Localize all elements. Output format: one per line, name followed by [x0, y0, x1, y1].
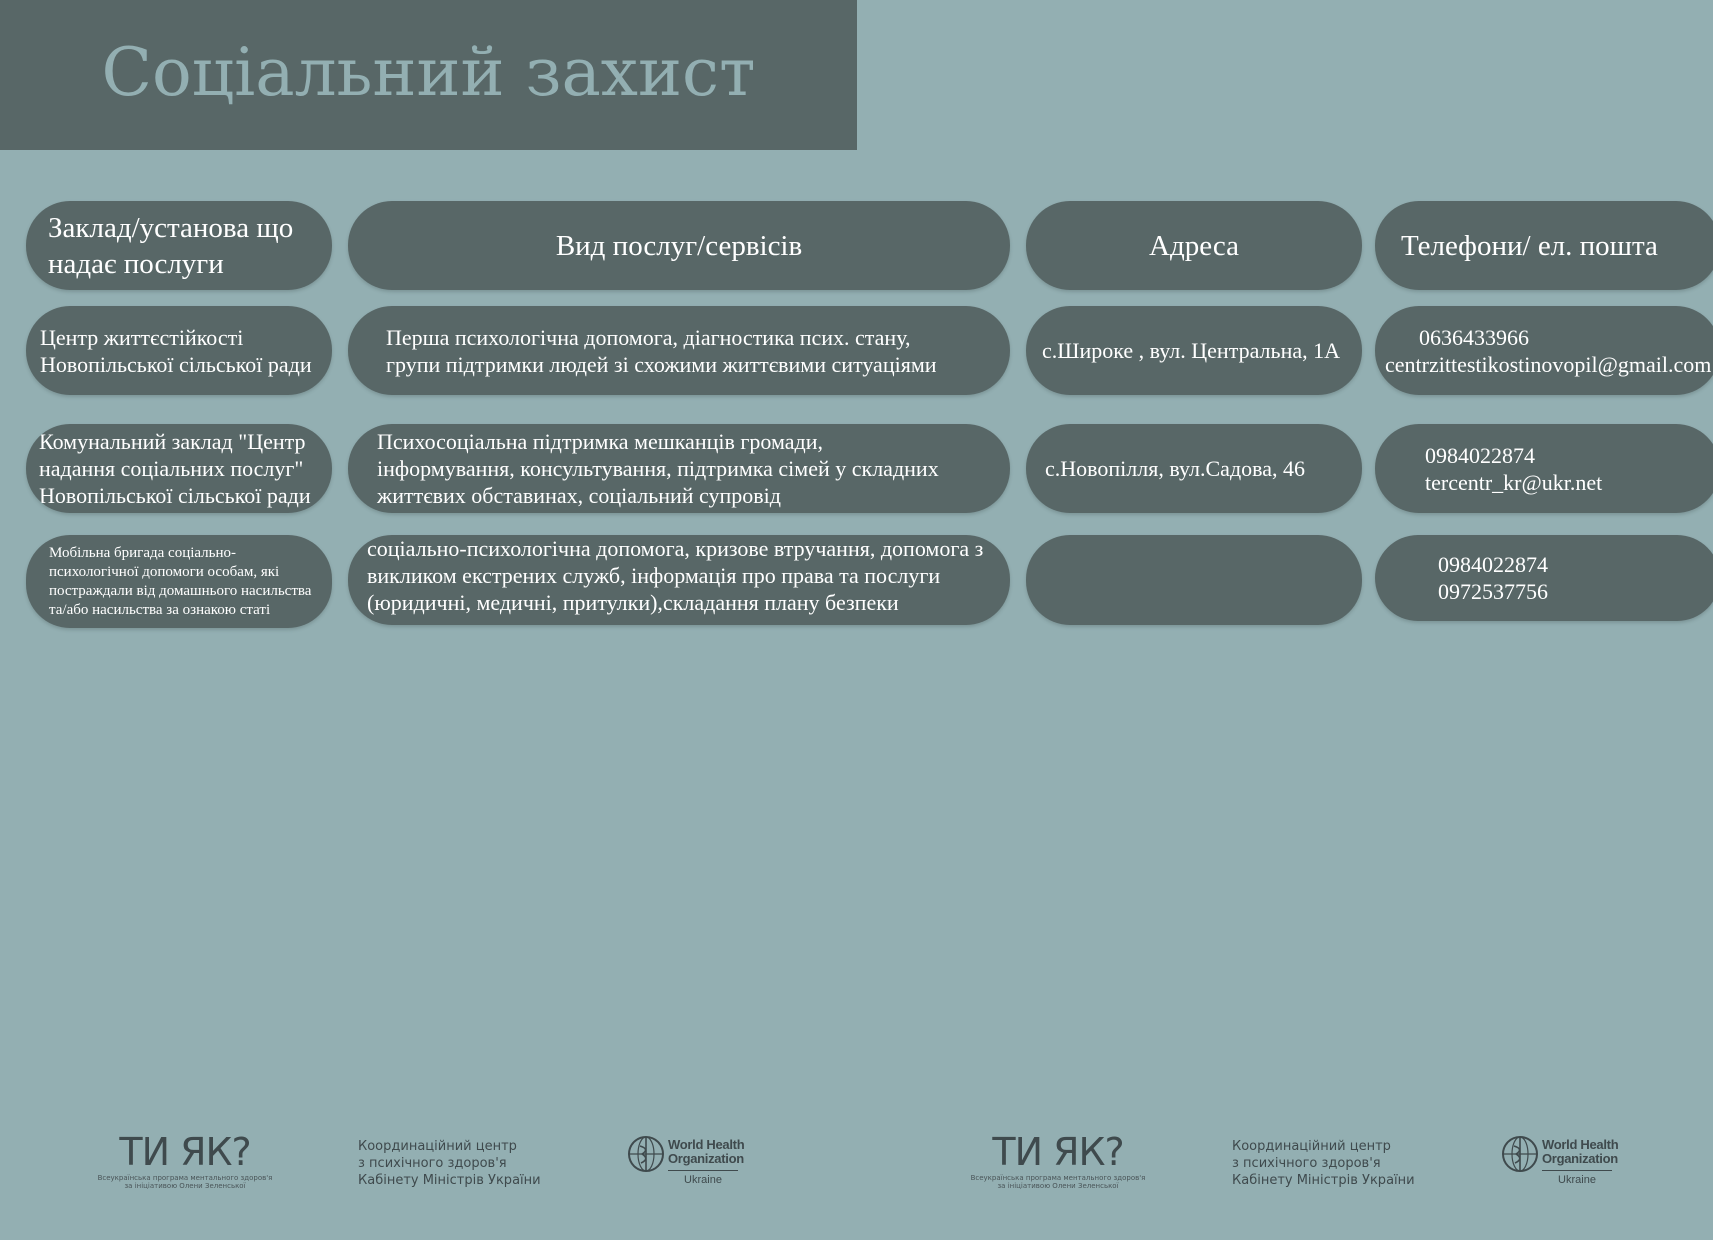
row-2-institution-line: Комунальний заклад "Центр — [39, 429, 306, 454]
row-1-services — [348, 306, 1010, 395]
coord-center-line: Координаційний центр — [358, 1139, 517, 1154]
who-logo-country: Ukraine — [684, 1174, 722, 1186]
who-logo-line: World Health — [668, 1137, 745, 1152]
who-logo-divider — [668, 1170, 738, 1171]
tiyak-logo — [968, 1130, 1148, 1194]
row-2-services-line: Психосоціальна підтримка мешканців громади, — [377, 429, 823, 454]
row-1-institution — [26, 306, 332, 395]
who-logo-name — [1542, 1138, 1618, 1166]
coord-center-line: Кабінету Міністрів України — [1232, 1173, 1415, 1188]
row-3-services-line: (юридичні, медичні, притулки),складання плану безпеки — [367, 590, 899, 615]
tiyak-logo-caption: за ініціативою Олени Зеленської — [124, 1182, 246, 1190]
header-services-label: Вид послуг/сервісів — [555, 229, 803, 262]
row-1-phone: 0636433966 — [1419, 324, 1529, 350]
who-logo — [626, 1134, 756, 1198]
who-logo-line: Organization — [1542, 1151, 1618, 1166]
tiyak-logo-text: ТИ ЯК? — [992, 1130, 1124, 1174]
row-1-institution-line: Новопільської сільської ради — [40, 351, 312, 377]
row-2-institution — [26, 424, 332, 513]
row-3-phone: 0972537756 — [1438, 579, 1548, 604]
row-2-institution-line: Новопільської сільської ради — [39, 483, 311, 508]
row-2-address-text: с.Новопілля, вул.Садова, 46 — [1045, 456, 1305, 481]
row-2-email: tercentr_kr@ukr.net — [1425, 469, 1603, 495]
row-2-phone: 0984022874 — [1425, 442, 1535, 468]
coord-center-line: Кабінету Міністрів України — [358, 1173, 541, 1188]
row-1-email: centrzittestikostinovopil@gmail.com — [1385, 351, 1712, 377]
row-3-services-line: викликом екстрених служб, інформація про права та послуги — [367, 563, 941, 588]
who-logo-line: World Health — [1542, 1137, 1619, 1152]
row-2-institution-line: надання соціальних послуг" — [39, 456, 304, 481]
row-2-services-line: життєвих обставинах, соціальний супровід — [377, 483, 781, 508]
row-3-institution-line: психологічної допомоги особам, які — [49, 563, 280, 580]
coord-center-logo — [358, 1138, 558, 1189]
row-3-contacts — [1375, 535, 1713, 621]
who-logo-divider — [1542, 1170, 1612, 1171]
coord-center-line: з психічного здоров'я — [1232, 1156, 1381, 1171]
row-3-address — [1026, 535, 1362, 625]
who-logo-line: Organization — [668, 1151, 744, 1166]
page-title: Соціальний захист — [101, 33, 756, 111]
row-1-address — [1026, 306, 1362, 395]
header-contacts — [1375, 201, 1713, 290]
row-1-contacts — [1375, 306, 1713, 395]
row-2-services-line: інформування, консультування, підтримка сімей у складних — [377, 456, 939, 481]
header-institution — [26, 201, 332, 290]
row-2-address — [1026, 424, 1362, 513]
row-1-address-text: с.Широке , вул. Центральна, 1А — [1042, 338, 1340, 363]
who-logo-country: Ukraine — [1558, 1174, 1596, 1186]
who-logo-name — [668, 1138, 744, 1166]
row-1-services-line: групи підтримки людей зі схожими життєвими ситуаціями — [386, 351, 937, 377]
header-institution-label: Заклад/установа що надає послуги — [48, 211, 294, 280]
tiyak-logo-text: ТИ ЯК? — [119, 1130, 251, 1174]
row-3-institution-line: та/або насильства за ознакою статі — [49, 601, 271, 618]
who-emblem-icon — [626, 1134, 666, 1174]
row-3-services-line: соціально-психологічна допомога, кризове втручання, допомога з — [367, 536, 984, 561]
row-1-institution-line: Центр життєстійкості — [40, 324, 244, 350]
title-banner — [0, 0, 857, 150]
tiyak-logo-caption: Всеукраїнська програма ментального здоров'я — [97, 1174, 273, 1182]
row-3-institution — [26, 535, 332, 628]
who-logo — [1500, 1134, 1630, 1198]
row-2-contacts — [1375, 424, 1713, 513]
header-address-label: Адреса — [1149, 229, 1239, 262]
row-3-services — [348, 535, 1010, 625]
header-services — [348, 201, 1010, 290]
row-2-services — [348, 424, 1010, 513]
tiyak-logo — [95, 1130, 275, 1194]
header-contacts-label: Телефони/ ел. пошта — [1401, 229, 1658, 262]
tiyak-logo-caption: Всеукраїнська програма ментального здоров'я — [970, 1174, 1146, 1182]
footer-logos — [0, 1120, 1713, 1200]
tiyak-logo-caption: за ініціативою Олени Зеленської — [997, 1182, 1119, 1190]
who-emblem-icon — [1500, 1134, 1540, 1174]
row-3-institution-line: постраждали від домашнього насильства — [49, 582, 312, 599]
coord-center-line: з психічного здоров'я — [358, 1156, 507, 1171]
coord-center-line: Координаційний центр — [1232, 1139, 1391, 1154]
row-1-services-line: Перша психологічна допомога, діагностика псих. стану, — [386, 324, 911, 350]
header-address — [1026, 201, 1362, 290]
row-3-phone: 0984022874 — [1438, 552, 1548, 577]
coord-center-logo — [1232, 1138, 1432, 1189]
row-3-institution-line: Мобільна бригада соціально- — [49, 544, 237, 561]
